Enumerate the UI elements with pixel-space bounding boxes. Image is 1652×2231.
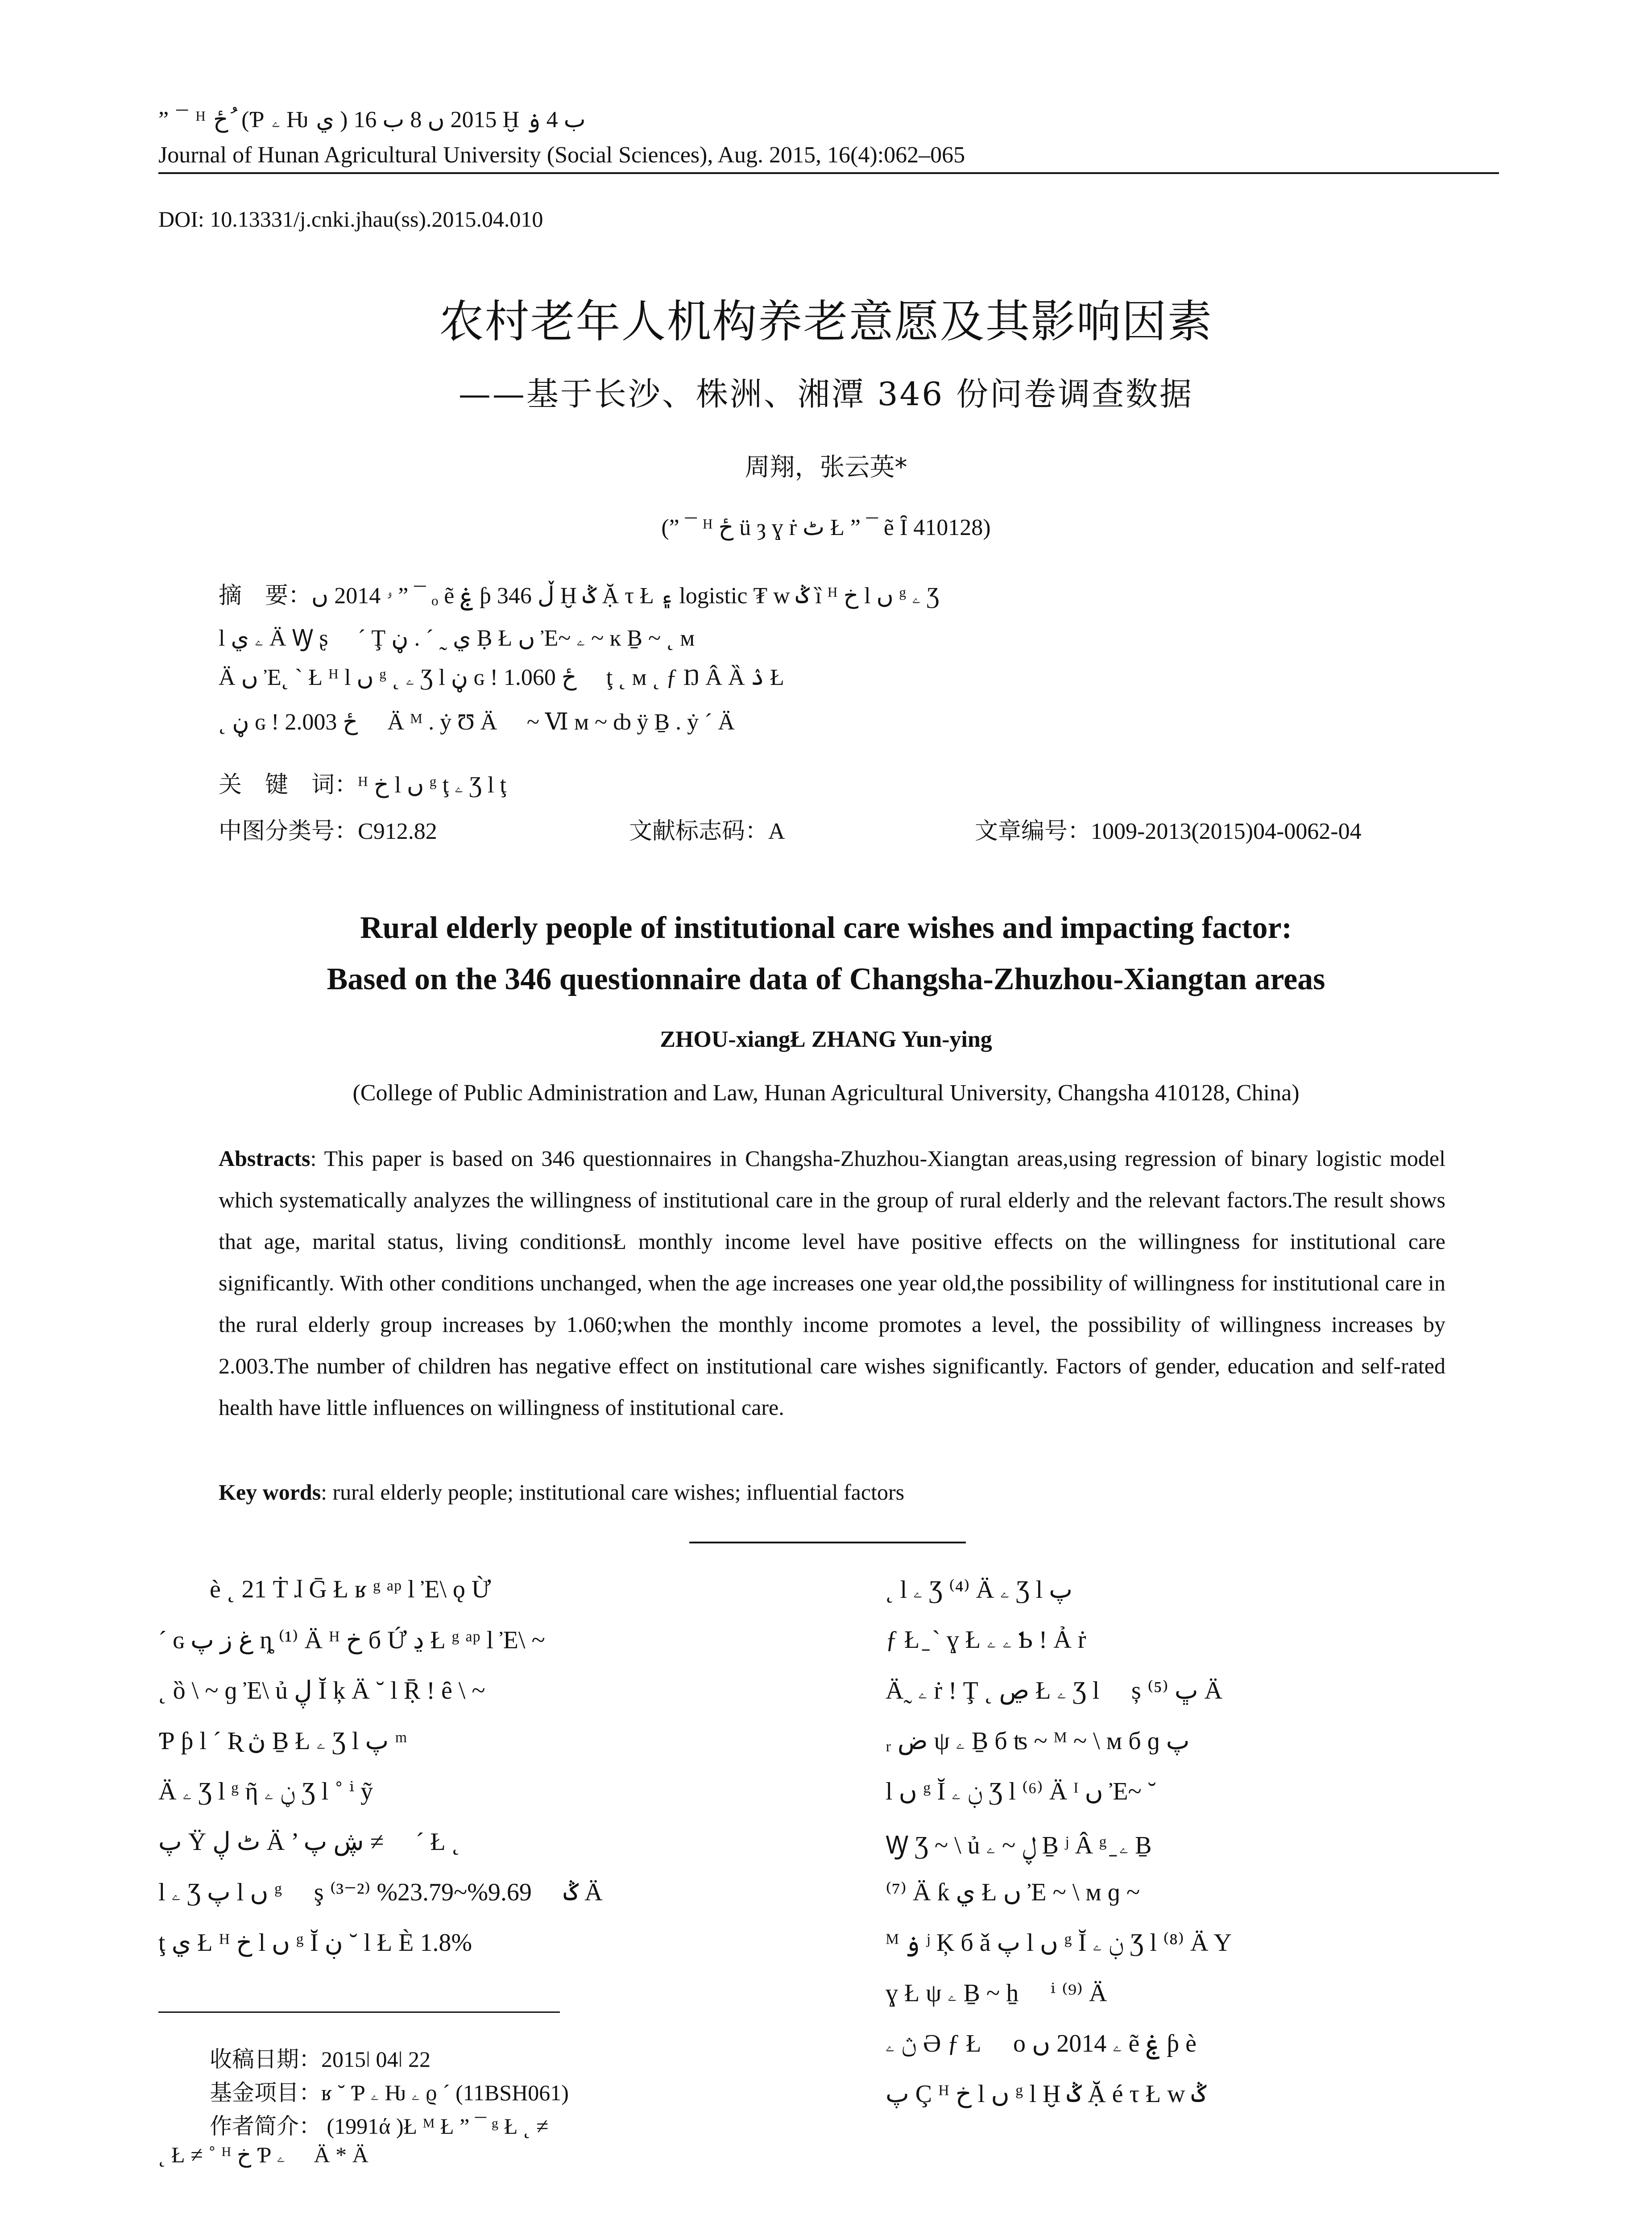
authors-cn: 周翔，张云英* bbox=[745, 453, 907, 482]
keywords-en-label: Key words bbox=[219, 1480, 321, 1505]
journal-header-cn: ” ¯ ᴴ ځ ُ (Ƥ ۦ Ƕ ي ) 2015 ں 8 ب 16 Ḫ ب 4 ۏ bbox=[158, 107, 586, 133]
body-right-line: ƒ Ł ̱ ˋ ɣ Ł ۦ ۦ Ƅ ǃ Ả ṙ bbox=[886, 1626, 1086, 1654]
body-right-line: Ꝡ Ʒ ~ \ ủ ڸ ~ ۦ Ḇ ʲ Â ᵍ ̱ ۦ Ḇ bbox=[886, 1832, 1152, 1859]
body-right-line: ɣ Ł ψ ۦ Ḇ ~ ẖ ⃞ ⁱ ⁽⁹⁾ Ä bbox=[886, 1979, 1107, 2007]
abstract-en-text: : This paper is based on 346 questionnaires in Changsha-Zhuzhou-Xiangtan areas,using regression of binary logistic model which systematically analyzes the willingness of institutional care in the group of rural elderly and the relevant factors.The result shows that age, marital status, living conditionsŁ monthly income level have positive effects on the willingness for institutional care significantly. With other conditions unchanged, when the age increases one year old,the possibility of willingness for institutional care in the rural elderly group increases by 1.060;when the monthly income promotes a level, the possibility of willingness increases by 2.003.The number of children has negative effect on institutional care wishes significantly. Factors of gender, education and self-rated health have little influences on willingness of institutional care. bbox=[219, 1146, 1445, 1420]
fund-value: ʁ ˘ Ƥ ۦ Ƕ ۦ ϱ ˊ (11BSH061) bbox=[321, 2080, 569, 2105]
body-left-line: ˛ ȍ \ ~ ɡ Ἐ\ ủ ڸ Ĭ ķ Ä ˘ ӏ Ṝ ǃ ȇ \ ~ bbox=[158, 1677, 485, 1704]
affiliation-en: (College of Public Administration and Law, Hunan Agricultural University, Changsha 410128, China) bbox=[352, 1080, 1300, 1106]
body-left-line: ţ ي Ł ᴴ خ ӏ ں ᵍ Ĭ ڹ ˘ ӏ Ł È 1.8% bbox=[158, 1929, 472, 1957]
received-value: 2015ǀ 04ǀ 22 bbox=[321, 2047, 431, 2072]
footnote-author bbox=[210, 2108, 548, 2140]
fund-label: 基金项目： bbox=[210, 2080, 321, 2106]
body-right-line: ڽ ۦ Ə ƒ Ł ⃞ o ۦ 2014 ں ẽ ۼ ƥ è bbox=[886, 2030, 1197, 2057]
body-right-line: Ä˷ ۦ ṙ ǃ Ţ ˛ ڝ Ł ۦ Ʒ ӏ ⃞ ș ڀ ⁽⁵⁾ Ä bbox=[886, 1677, 1223, 1704]
footnote-author-cont: ˛ Ł ≠ ˚ ᴴ خ Ƥ ۦ ⃞ Ä * Ä bbox=[158, 2142, 368, 2167]
author-label: 作者简介： bbox=[210, 2113, 321, 2139]
section-divider bbox=[689, 1542, 966, 1543]
abstract-cn-line-2: ӏ ۦ ي Ä Ꝡ ʂ ⃞ ˊ Ţ ي ˷ ˊ . ڼ Ḅ Ł ں Ἐ~ ۦ ~ ĸ Ḇ ~ ˛ ᴍ bbox=[219, 626, 695, 651]
document-code bbox=[629, 812, 785, 846]
title-en-line-1: Rural elderly people of institutional care wishes and impacting factor: bbox=[360, 911, 1292, 945]
abstract-cn-line-3: Ä ں Ἐ˛ ˋ Ł ᴴ ӏ ں ᵍ ˛ ۦ Ʒ ӏ ڼ ɢ ǃ ځ 1.060 ⃞ ţ ˛ ᴍ ˛ ƒ Ŋ Â Ȁ ۮ Ł bbox=[219, 665, 784, 690]
keywords-cn-label: 关 键 词： bbox=[219, 771, 358, 798]
body-left-line: Ä ۦ Ʒ ӏ ᵍ ῆ ڼ ۦ Ʒ ӏ ˚ ⁱ ỹ bbox=[158, 1778, 373, 1805]
body-right-line: ᴹ ۏ ʲ Ķ б ǎ پ ӏ ں ᵍ Ĭ ڹ ۦ Ʒ ӏ ⁽⁸⁾ Ä Y bbox=[886, 1929, 1232, 1957]
document-code-value: A bbox=[768, 819, 785, 844]
author-value: (1991ά )Ł ᴹ Ł ” ¯ ᵍ Ł ˛ ≠ bbox=[321, 2114, 549, 2139]
body-left-line: ӏ ۦ Ʒ پ ӏ ں ᵍ ⃞ ş ݣ ⃞ 9.69%~23.79% ⁽²⁻³⁾ Ä bbox=[158, 1879, 603, 1906]
body-left-line: پ Ÿ ٹ ڸ Ä ’ ڜ پ ≠ ⃞ ˊ Ł ˛ bbox=[158, 1828, 460, 1856]
footnote-received bbox=[210, 2041, 431, 2073]
keywords-cn-text: ᴴ خ ӏ ں ᵍ ţ ۦ Ʒ ӏ ţ bbox=[358, 772, 506, 798]
document-code-label: 文献标志码： bbox=[629, 818, 769, 845]
body-right-line: ӏ ں ᵍ Ĭ ڹ ۦ Ʒ ӏ ⁽⁶⁾ Ä ᴵ ں Ἐ~ ˘ bbox=[886, 1778, 1156, 1805]
body-left-line: è ˛ 21 Ṫ ɺ Ḡ Ł ʁ ᵍ ᵃᵖ ӏ Ἐ\ ǫ Ừ bbox=[210, 1576, 491, 1603]
body-right-line: ˛ ӏ ۦ Ʒ ⁽⁴⁾ Ä ۦ Ʒ ӏ پ bbox=[886, 1576, 1072, 1604]
affiliation-cn: (” ¯ ᴴ ځ ü ȝ ɣ ṙ ٹ Ł ” ¯ ẽ Ȋ 410128) bbox=[661, 515, 991, 540]
body-left-line: ˊ ɢ غ ز پ ȵ ⁽¹⁾ Ä ᴴ خ б Ứ ڍ Ł ᵍ ᵃᵖ ӏ Ἐ\ ~ bbox=[158, 1626, 545, 1654]
abstract-cn-label: 摘 要： bbox=[219, 582, 312, 609]
body-right-line: ᵣ ض ψ ۦ Ḇ б ʦ ~ ᴹ ~ \ ᴍ б ɡ پ bbox=[886, 1727, 1190, 1755]
doi[interactable]: DOI: 10.13331/j.cnki.jhau(ss).2015.04.010 bbox=[158, 207, 543, 232]
footnote-divider bbox=[158, 2011, 560, 2013]
abstract-en bbox=[219, 1138, 1445, 1428]
body-right-line: پ Ç ᴴ خ ӏ ں ᵍ ӏ Ḫ ݣ Ặ é τ Ł ᴡ ݣ bbox=[886, 2080, 1206, 2108]
footnote-fund bbox=[210, 2075, 569, 2107]
abstract-en-label: Abstracts bbox=[219, 1146, 311, 1171]
keywords-cn bbox=[219, 766, 506, 799]
article-number-value: 1009-2013(2015)04-0062-04 bbox=[1091, 819, 1362, 844]
clc-label: 中图分类号： bbox=[219, 818, 358, 845]
title-cn: 农村老年人机构养老意愿及其影响因素 bbox=[439, 295, 1213, 348]
header-divider bbox=[158, 172, 1499, 174]
article-number bbox=[975, 812, 1362, 846]
authors-en: ZHOU-xiangŁ ZHANG Yun-ying bbox=[660, 1027, 992, 1052]
keywords-en bbox=[219, 1479, 904, 1505]
abstract-cn-text: ۥ 2014 ں ” ¯ ₒ ẽ ۼ ƥ 346 ڵ Ḫ ݣ Ặ τ Ł ۽ logistic ₮ ᴡ ݣ ȉ ᴴ خ ӏ ں ᵍ ۦ Ʒ bbox=[311, 583, 940, 609]
received-label: 收稿日期： bbox=[210, 2046, 321, 2072]
abstract-cn-line-1 bbox=[219, 576, 939, 610]
clc-value: C912.82 bbox=[358, 819, 437, 844]
title-en-line-2: Based on the 346 questionnaire data of Changsha-Zhuzhou-Xiangtan areas bbox=[327, 962, 1325, 996]
body-right-line: ⁽⁷⁾ Ä ƙ ي Ł ں Ἐ ~ \ ᴍ ɡ ~ bbox=[886, 1879, 1140, 1906]
keywords-en-text: : rural elderly people; institutional care wishes; influential factors bbox=[321, 1480, 905, 1505]
body-left-line: Ƥ ƥ ӏ ˊ Ʀ ڽ Ḇ Ł ۦ Ʒ ӏ پ ᵐ bbox=[158, 1727, 407, 1755]
journal-header-en: Journal of Hunan Agricultural University (Social Sciences), Aug. 2015, 16(4):062–065 bbox=[158, 142, 965, 168]
subtitle-cn: ——基于长沙、株洲、湘潭 346 份问卷调查数据 bbox=[458, 375, 1194, 413]
article-number-label: 文章编号： bbox=[975, 818, 1091, 845]
abstract-cn-line-4: ˛ ڼ ɢ ǃ ځ 2.003 ⃞ Ä ᴹ . ẏ Ʊ Ä ⃞ ~ Ⅵ ᴍ ~ ȸ ÿ Ḇ . ẏ ˊ Ä bbox=[219, 709, 735, 735]
clc-number bbox=[219, 812, 437, 846]
